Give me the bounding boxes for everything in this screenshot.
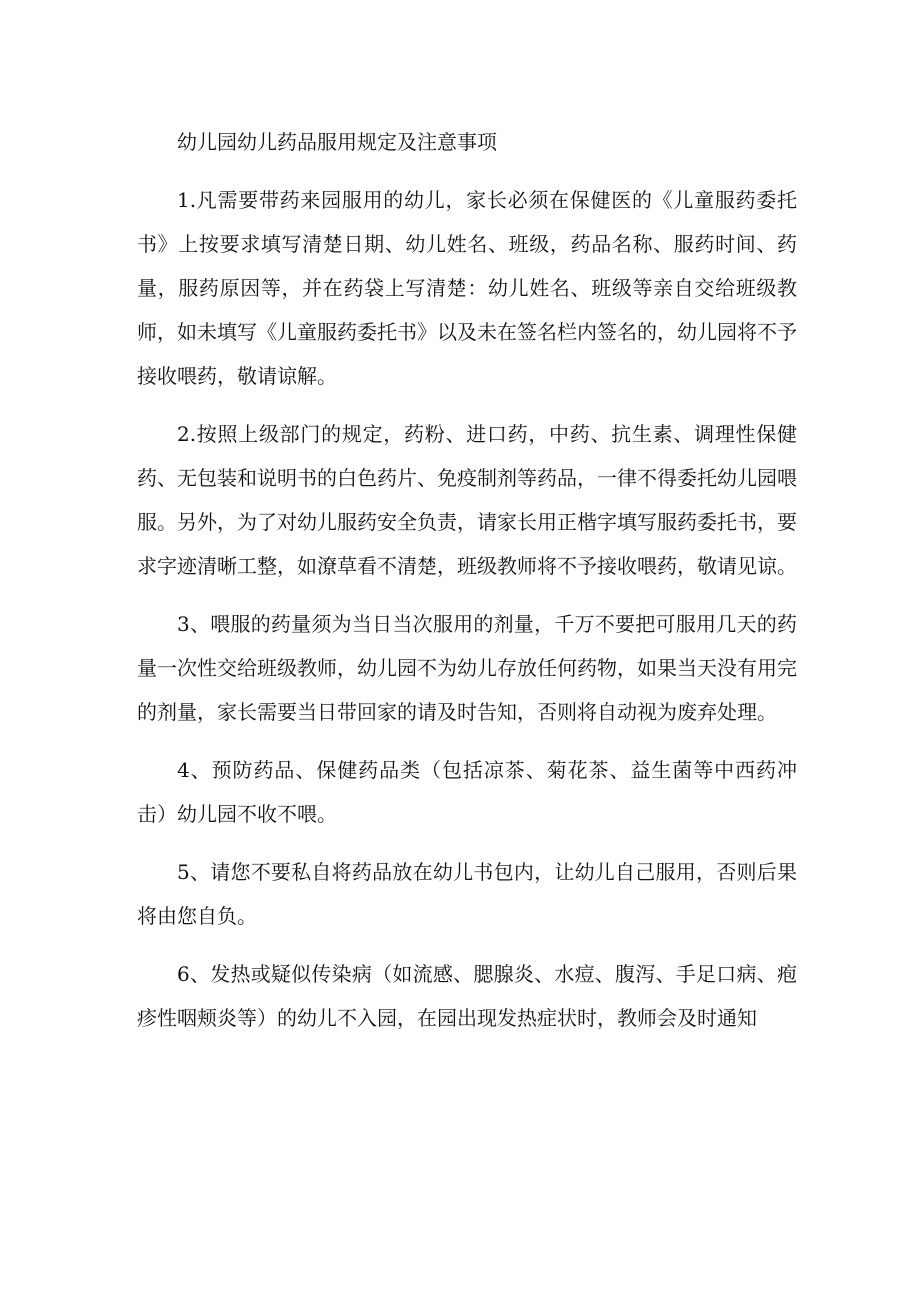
paragraph-2: 2.按照上级部门的规定，药粉、进口药，中药、抗生素、调理性保健药、无包装和说明书的白色药片、免疫制剂等药品，一律不得委托幼儿园喂服。另外，为了对幼儿服药安全负责，请家长用正楷字填写服药委托书，要求字迹清晰工整，如潦草看不清楚，班级教师将不予接收喂药，敬请见谅。 [137, 422, 797, 578]
paragraph-4: 4、预防药品、保健药品类（包括凉茶、菊花茶、益生菌等中西药冲击）幼儿园不收不喂。 [137, 758, 797, 826]
document-title: 幼儿园幼儿药品服用规定及注意事项 [177, 130, 497, 154]
paragraph-3: 3、喂服的药量须为当日当次服用的剂量，千万不要把可服用几天的药量一次性交给班级教师，幼儿园不为幼儿存放任何药物，如果当天没有用完的剂量，家长需要当日带回家的请及时告知，否则将自动视为废弃处理。 [137, 612, 797, 724]
paragraph-5: 5、请您不要私自将药品放在幼儿书包内，让幼儿自己服用，否则后果将由您自负。 [137, 860, 797, 928]
paragraph-1: 1.凡需要带药来园服用的幼儿，家长必须在保健医的《儿童服药委托书》上按要求填写清楚日期、幼儿姓名、班级，药品名称、服药时间、药量，服药原因等，并在药袋上写清楚：幼儿姓名、班级等亲自交给班级教师，如未填写《儿童服药委托书》以及未在签名栏内签名的，幼儿园将不予接收喂药，敬请谅解。 [137, 188, 797, 388]
paragraph-6: 6、发热或疑似传染病（如流感、腮腺炎、水痘、腹泻、手足口病、疱疹性咽颊炎等）的幼儿不入园，在园出现发热症状时，教师会及时通知 [137, 962, 797, 1030]
document-body [137, 120, 797, 1054]
